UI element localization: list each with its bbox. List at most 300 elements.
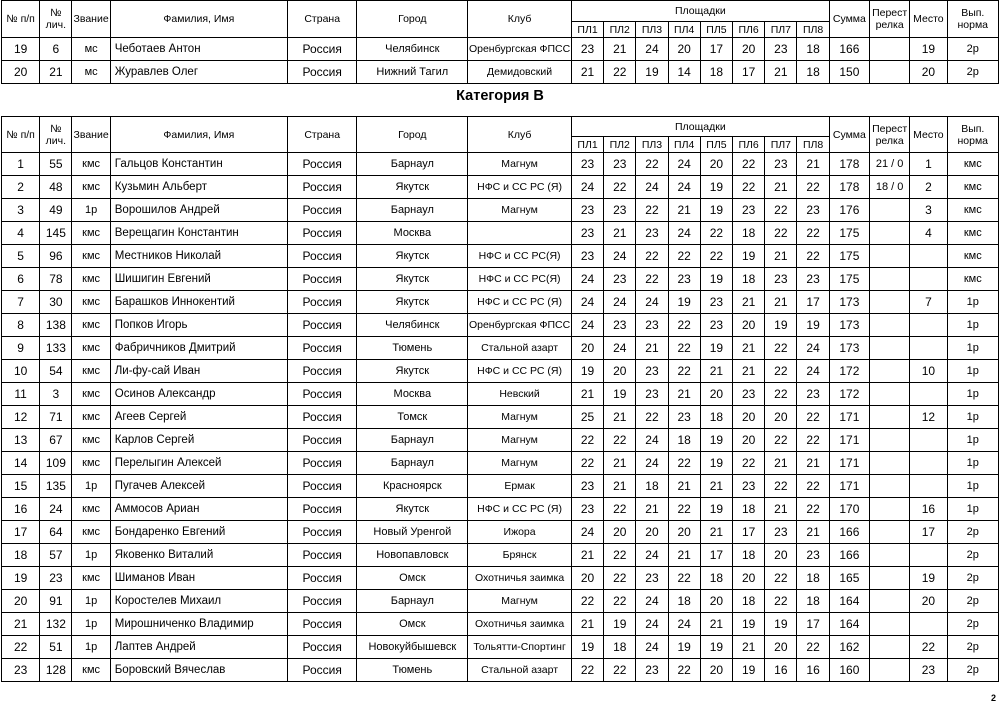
license-number: 96	[40, 245, 72, 268]
row-number: 15	[2, 475, 40, 498]
norm: 2р	[947, 521, 998, 544]
tiebreak	[870, 337, 910, 360]
license-number: 71	[40, 406, 72, 429]
platform-score-6: 22	[733, 452, 765, 475]
table-row	[2, 429, 999, 452]
platform-score-5: 19	[700, 498, 732, 521]
country: Россия	[287, 636, 356, 659]
rank-header: Звание	[72, 1, 110, 38]
results-table-category-b	[1, 116, 999, 682]
platform-score-7: 22	[765, 337, 797, 360]
place: 2	[910, 176, 947, 199]
platform-score-1: 21	[571, 61, 603, 84]
license-number: 135	[40, 475, 72, 498]
platform-score-5: 19	[700, 199, 732, 222]
platform-score-3: 24	[636, 176, 668, 199]
rank: мс	[72, 38, 110, 61]
platform-score-3: 22	[636, 153, 668, 176]
athlete-name: Местников Николай	[110, 245, 287, 268]
athlete-name: Мирошниченко Владимир	[110, 613, 287, 636]
table-row	[2, 498, 999, 521]
platform-score-8: 22	[797, 429, 829, 452]
platform-score-8: 21	[797, 153, 829, 176]
platform-header-8: ПЛ8	[797, 22, 829, 38]
rank: 1р	[72, 199, 110, 222]
city: Челябинск	[357, 38, 468, 61]
norm-header: Вып. норма	[947, 1, 998, 38]
platform-score-7: 22	[765, 222, 797, 245]
platform-header-5: ПЛ5	[700, 137, 732, 153]
rank: 1р	[72, 636, 110, 659]
sum-header: Сумма	[829, 117, 869, 153]
rank: кмс	[72, 383, 110, 406]
city: Москва	[357, 383, 468, 406]
rank: кмс	[72, 222, 110, 245]
platform-score-5: 23	[700, 314, 732, 337]
platform-score-8: 21	[797, 452, 829, 475]
row-number: 2	[2, 176, 40, 199]
platform-score-5: 22	[700, 245, 732, 268]
platform-score-7: 22	[765, 475, 797, 498]
platform-score-2: 20	[604, 521, 636, 544]
norm: 2р	[947, 590, 998, 613]
club: Стальной азарт	[468, 659, 572, 682]
place: 3	[910, 199, 947, 222]
rank: кмс	[72, 291, 110, 314]
athlete-name: Бондаренко Евгений	[110, 521, 287, 544]
platform-score-6: 19	[733, 245, 765, 268]
platform-score-2: 24	[604, 245, 636, 268]
platform-score-2: 22	[604, 176, 636, 199]
platform-score-6: 17	[733, 521, 765, 544]
norm: 1р	[947, 314, 998, 337]
table-row	[2, 452, 999, 475]
platform-score-4: 24	[668, 153, 700, 176]
country: Россия	[287, 61, 356, 84]
table-row	[2, 613, 999, 636]
place: 12	[910, 406, 947, 429]
license-number: 6	[40, 38, 72, 61]
platform-score-1: 21	[571, 613, 603, 636]
athlete-name: Журавлев Олег	[110, 61, 287, 84]
club: Демидовский	[468, 61, 572, 84]
country: Россия	[287, 544, 356, 567]
tiebreak	[870, 291, 910, 314]
platform-score-7: 23	[765, 38, 797, 61]
platform-score-5: 21	[700, 613, 732, 636]
place	[910, 314, 947, 337]
platform-score-8: 23	[797, 199, 829, 222]
license-number: 21	[40, 61, 72, 84]
city-header: Город	[357, 117, 468, 153]
license-number: 57	[40, 544, 72, 567]
platform-score-2: 19	[604, 383, 636, 406]
platform-score-1: 24	[571, 176, 603, 199]
platform-score-6: 18	[733, 544, 765, 567]
platform-score-7: 21	[765, 245, 797, 268]
platform-score-6: 21	[733, 636, 765, 659]
platform-score-6: 23	[733, 383, 765, 406]
header-row	[2, 117, 999, 137]
platform-score-6: 20	[733, 406, 765, 429]
platform-score-2: 23	[604, 314, 636, 337]
city: Москва	[357, 222, 468, 245]
platform-header-1: ПЛ1	[571, 137, 603, 153]
tiebreak: 18 / 0	[870, 176, 910, 199]
row-number: 23	[2, 659, 40, 682]
platform-score-4: 22	[668, 245, 700, 268]
row-number: 11	[2, 383, 40, 406]
table-row	[2, 176, 999, 199]
platform-score-4: 19	[668, 636, 700, 659]
platforms-header: Площадки	[571, 117, 829, 137]
platform-score-4: 21	[668, 383, 700, 406]
platform-header-6: ПЛ6	[733, 22, 765, 38]
license-number: 109	[40, 452, 72, 475]
total-sum: 172	[829, 383, 869, 406]
row-number: 5	[2, 245, 40, 268]
club: НФС и СС РС(Я)	[468, 245, 572, 268]
platform-score-7: 22	[765, 429, 797, 452]
platform-score-3: 24	[636, 590, 668, 613]
table-row	[2, 38, 999, 61]
country: Россия	[287, 360, 356, 383]
athlete-name: Ворошилов Андрей	[110, 199, 287, 222]
platform-score-3: 24	[636, 636, 668, 659]
city: Якутск	[357, 291, 468, 314]
platform-score-6: 18	[733, 268, 765, 291]
platform-score-5: 20	[700, 659, 732, 682]
city: Барнаул	[357, 153, 468, 176]
platform-score-6: 20	[733, 38, 765, 61]
place	[910, 475, 947, 498]
row-number: 7	[2, 291, 40, 314]
tiebreak	[870, 521, 910, 544]
row-number: 14	[2, 452, 40, 475]
platform-score-1: 22	[571, 590, 603, 613]
platform-score-3: 24	[636, 429, 668, 452]
rank: кмс	[72, 498, 110, 521]
place	[910, 337, 947, 360]
row-number: 19	[2, 567, 40, 590]
rank-header: Звание	[72, 117, 110, 153]
country-header: Страна	[287, 117, 356, 153]
platform-score-6: 17	[733, 61, 765, 84]
page-number: 2	[990, 693, 996, 703]
tiebreak	[870, 61, 910, 84]
license-number: 23	[40, 567, 72, 590]
platform-score-2: 21	[604, 406, 636, 429]
platform-score-8: 18	[797, 38, 829, 61]
city: Барнаул	[357, 452, 468, 475]
platform-score-1: 24	[571, 291, 603, 314]
athlete-name: Агеев Сергей	[110, 406, 287, 429]
country: Россия	[287, 406, 356, 429]
platform-score-1: 23	[571, 475, 603, 498]
platform-score-1: 23	[571, 38, 603, 61]
platform-score-8: 17	[797, 613, 829, 636]
platform-score-4: 18	[668, 429, 700, 452]
rank: мс	[72, 61, 110, 84]
athlete-name: Лаптев Андрей	[110, 636, 287, 659]
norm: кмс	[947, 245, 998, 268]
tiebreak	[870, 360, 910, 383]
total-sum: 178	[829, 153, 869, 176]
tiebreak-header: Перест релка	[870, 117, 910, 153]
platform-score-6: 23	[733, 475, 765, 498]
lic-header: № лич.	[40, 1, 72, 38]
platform-score-7: 23	[765, 521, 797, 544]
platform-score-4: 24	[668, 222, 700, 245]
table-row	[2, 153, 999, 176]
country-header: Страна	[287, 1, 356, 38]
platform-score-2: 18	[604, 636, 636, 659]
platform-score-3: 24	[636, 452, 668, 475]
club: НФС и СС РС (Я)	[468, 176, 572, 199]
club: Охотничья заимка	[468, 567, 572, 590]
platform-score-3: 22	[636, 199, 668, 222]
rank: 1р	[72, 613, 110, 636]
platform-score-2: 22	[604, 544, 636, 567]
country: Россия	[287, 291, 356, 314]
row-number: 22	[2, 636, 40, 659]
platform-score-2: 22	[604, 429, 636, 452]
place	[910, 268, 947, 291]
total-sum: 173	[829, 337, 869, 360]
platform-score-1: 22	[571, 429, 603, 452]
platform-score-1: 21	[571, 544, 603, 567]
platform-score-1: 20	[571, 337, 603, 360]
platform-score-7: 20	[765, 544, 797, 567]
tiebreak-header: Перест релка	[870, 1, 910, 38]
platform-header-2: ПЛ2	[604, 22, 636, 38]
tiebreak	[870, 222, 910, 245]
athlete-name: Чеботаев Антон	[110, 38, 287, 61]
athlete-name: Карлов Сергей	[110, 429, 287, 452]
platform-score-5: 19	[700, 176, 732, 199]
platform-score-7: 23	[765, 268, 797, 291]
platform-score-7: 22	[765, 383, 797, 406]
header-row	[2, 1, 999, 22]
country: Россия	[287, 176, 356, 199]
platform-score-4: 23	[668, 268, 700, 291]
total-sum: 160	[829, 659, 869, 682]
place	[910, 383, 947, 406]
platform-score-7: 20	[765, 636, 797, 659]
total-sum: 165	[829, 567, 869, 590]
norm: кмс	[947, 153, 998, 176]
platform-score-5: 22	[700, 222, 732, 245]
country: Россия	[287, 521, 356, 544]
rank: 1р	[72, 590, 110, 613]
tiebreak	[870, 38, 910, 61]
platform-score-4: 22	[668, 360, 700, 383]
platform-score-4: 21	[668, 199, 700, 222]
club: НФС и СС РС (Я)	[468, 360, 572, 383]
row-number: 6	[2, 268, 40, 291]
place: 20	[910, 590, 947, 613]
tiebreak	[870, 268, 910, 291]
rank: 1р	[72, 475, 110, 498]
total-sum: 171	[829, 429, 869, 452]
norm: кмс	[947, 176, 998, 199]
license-number: 3	[40, 383, 72, 406]
platform-score-7: 21	[765, 452, 797, 475]
club	[468, 222, 572, 245]
place	[910, 245, 947, 268]
city-header: Город	[357, 1, 468, 38]
row-number: 20	[2, 61, 40, 84]
platforms-header: Площадки	[571, 1, 829, 22]
city: Томск	[357, 406, 468, 429]
platform-score-7: 19	[765, 613, 797, 636]
platform-score-1: 25	[571, 406, 603, 429]
tiebreak	[870, 429, 910, 452]
platform-score-4: 20	[668, 521, 700, 544]
norm: 1р	[947, 452, 998, 475]
total-sum: 172	[829, 360, 869, 383]
athlete-name: Перелыгин Алексей	[110, 452, 287, 475]
platform-header-7: ПЛ7	[765, 137, 797, 153]
total-sum: 171	[829, 475, 869, 498]
platform-score-8: 22	[797, 406, 829, 429]
platform-score-4: 24	[668, 613, 700, 636]
rank: кмс	[72, 521, 110, 544]
platform-score-5: 19	[700, 636, 732, 659]
platform-score-3: 23	[636, 360, 668, 383]
table-row	[2, 360, 999, 383]
club: Брянск	[468, 544, 572, 567]
license-number: 128	[40, 659, 72, 682]
platform-score-1: 23	[571, 498, 603, 521]
city: Барнаул	[357, 590, 468, 613]
city: Тюмень	[357, 337, 468, 360]
category-title: Категория B	[456, 88, 544, 104]
total-sum: 171	[829, 406, 869, 429]
platform-score-3: 21	[636, 337, 668, 360]
platform-score-8: 18	[797, 567, 829, 590]
tiebreak	[870, 383, 910, 406]
platform-header-2: ПЛ2	[604, 137, 636, 153]
norm: 1р	[947, 475, 998, 498]
table-row	[2, 475, 999, 498]
lic-header: № лич.	[40, 117, 72, 153]
platform-score-1: 21	[571, 383, 603, 406]
athlete-name: Шиманов Иван	[110, 567, 287, 590]
platform-score-3: 24	[636, 613, 668, 636]
place: 19	[910, 567, 947, 590]
place	[910, 544, 947, 567]
platform-score-8: 22	[797, 636, 829, 659]
total-sum: 166	[829, 544, 869, 567]
country: Россия	[287, 222, 356, 245]
row-number: 19	[2, 38, 40, 61]
total-sum: 164	[829, 590, 869, 613]
platform-score-2: 22	[604, 498, 636, 521]
platform-score-1: 22	[571, 452, 603, 475]
row-number: 20	[2, 590, 40, 613]
platform-score-6: 19	[733, 659, 765, 682]
row-number: 8	[2, 314, 40, 337]
platform-score-6: 21	[733, 337, 765, 360]
platform-header-6: ПЛ6	[733, 137, 765, 153]
platform-score-4: 18	[668, 590, 700, 613]
platform-header-3: ПЛ3	[636, 137, 668, 153]
athlete-name: Гальцов Константин	[110, 153, 287, 176]
city: Новопавловск	[357, 544, 468, 567]
name-header: Фамилия, Имя	[110, 1, 287, 38]
platform-header-4: ПЛ4	[668, 137, 700, 153]
country: Россия	[287, 199, 356, 222]
platform-header-4: ПЛ4	[668, 22, 700, 38]
athlete-name: Осинов Александр	[110, 383, 287, 406]
platform-score-2: 21	[604, 38, 636, 61]
athlete-name: Пугачев Алексей	[110, 475, 287, 498]
platform-score-6: 20	[733, 429, 765, 452]
license-number: 49	[40, 199, 72, 222]
platform-score-2: 21	[604, 475, 636, 498]
platform-score-7: 22	[765, 199, 797, 222]
country: Россия	[287, 475, 356, 498]
platform-score-1: 19	[571, 360, 603, 383]
platform-score-5: 19	[700, 337, 732, 360]
place: 19	[910, 38, 947, 61]
table-row	[2, 521, 999, 544]
norm: 2р	[947, 61, 998, 84]
rank: 1р	[72, 544, 110, 567]
table-row	[2, 636, 999, 659]
row-number: 16	[2, 498, 40, 521]
platform-score-5: 18	[700, 567, 732, 590]
rank: кмс	[72, 337, 110, 360]
table-row	[2, 590, 999, 613]
total-sum: 150	[829, 61, 869, 84]
platform-score-3: 23	[636, 659, 668, 682]
rank: кмс	[72, 153, 110, 176]
platform-score-2: 19	[604, 613, 636, 636]
tiebreak	[870, 498, 910, 521]
platform-score-3: 19	[636, 61, 668, 84]
table-row	[2, 314, 999, 337]
platform-score-6: 20	[733, 567, 765, 590]
country: Россия	[287, 590, 356, 613]
rank: кмс	[72, 659, 110, 682]
platform-score-3: 22	[636, 245, 668, 268]
platform-score-6: 19	[733, 613, 765, 636]
total-sum: 162	[829, 636, 869, 659]
norm: 2р	[947, 544, 998, 567]
club: Магнум	[468, 406, 572, 429]
country: Россия	[287, 268, 356, 291]
tiebreak	[870, 199, 910, 222]
athlete-name: Барашков Иннокентий	[110, 291, 287, 314]
tiebreak	[870, 567, 910, 590]
platform-score-5: 17	[700, 38, 732, 61]
table-row	[2, 544, 999, 567]
tiebreak	[870, 613, 910, 636]
club: Оренбургская ФПСС	[468, 314, 572, 337]
platform-score-6: 21	[733, 291, 765, 314]
club: Охотничья заимка	[468, 613, 572, 636]
place: 17	[910, 521, 947, 544]
platform-score-1: 20	[571, 567, 603, 590]
platform-score-5: 19	[700, 452, 732, 475]
club: Оренбургская ФПСС	[468, 38, 572, 61]
platform-score-6: 22	[733, 153, 765, 176]
license-number: 54	[40, 360, 72, 383]
place: 16	[910, 498, 947, 521]
platform-score-4: 22	[668, 567, 700, 590]
